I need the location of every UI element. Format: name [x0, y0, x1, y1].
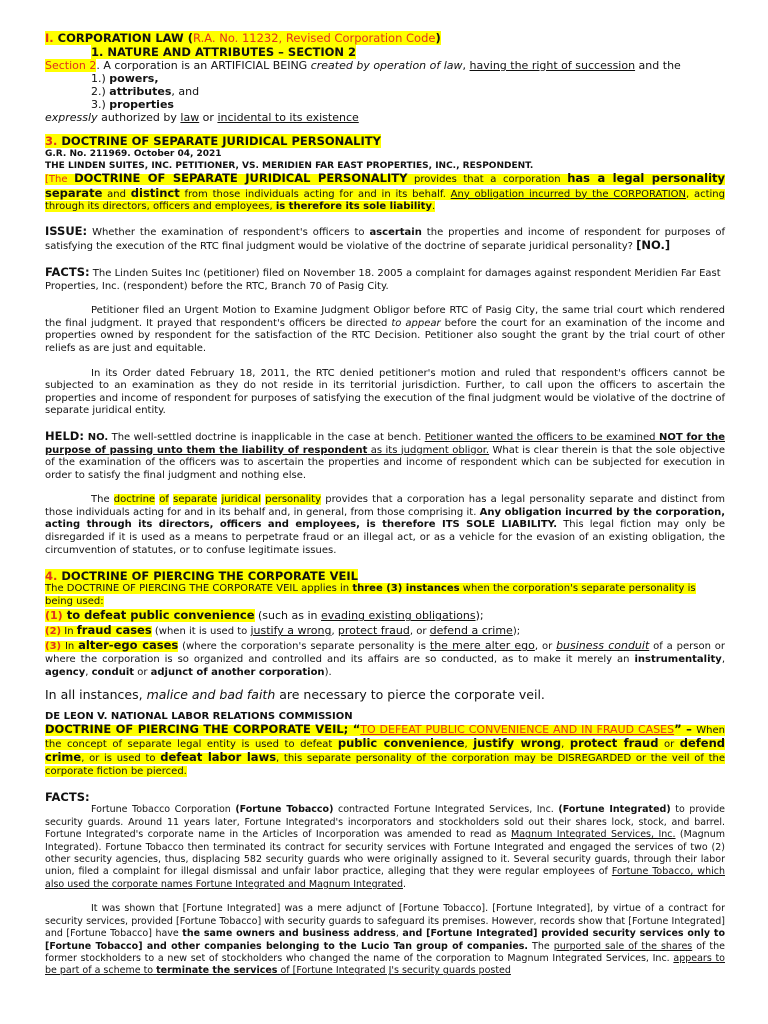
incidental: incidental to its existence: [217, 111, 359, 124]
f1-b: (Fortune Tobacco): [235, 804, 334, 816]
deleon-facts-2: [45, 903, 725, 977]
i2-e: , or: [409, 626, 430, 638]
q-doctrine: DOCTRINE OF SEPARATE JURIDICAL PERSONALITY: [74, 171, 408, 185]
q-provides: provides that a corporation: [407, 174, 568, 185]
dl-a: DOCTRINE OF PIERCING THE CORPORATE VEIL; “: [45, 722, 361, 737]
i1-title: to defeat public convenience: [62, 608, 255, 623]
d4-intro-c: when the corporation's separate personality is being used:: [45, 583, 696, 607]
i3-c: , or: [534, 641, 557, 653]
dl-n: , this separate personality of the corporation may be DISREGARDED or the veil of the corporate fiction be pierced.: [45, 753, 725, 778]
doctrine3-heading: [45, 134, 725, 148]
i3-f: instrumentality: [634, 654, 722, 666]
doctrine4-title: DOCTRINE OF PIERCING THE CORPORATE VEIL: [57, 569, 358, 584]
section2-end: and the: [635, 59, 681, 72]
q-obligation: Any obligation incurred by the CORPORATION: [450, 188, 687, 200]
i2-c: ,: [331, 626, 338, 638]
f2-e: The: [528, 940, 554, 952]
facts2-a: Petitioner filed an Urgent Motion to Examine Judgment Obligor before RTC of Pasig City, the same trial court which rendered the final judgment. It prayed that respondent's officers be directed: [45, 305, 725, 329]
section2-label: Section 2: [45, 59, 97, 72]
attr-powers: powers,: [109, 72, 159, 85]
held2-the: The: [91, 494, 114, 506]
q-open: [The: [45, 174, 75, 185]
doctrine4-intro: [45, 583, 725, 608]
dl-g: justify wrong: [473, 736, 562, 751]
i2-d: protect fraud: [337, 624, 410, 638]
chapter-reference: R.A. No. 11232, Revised Corporation Code: [193, 31, 436, 45]
dl-j: or: [658, 739, 680, 751]
i3-j: conduit: [91, 667, 135, 679]
f2-j: of [Fortune Integrated J's security guards posted: [277, 965, 511, 977]
dl-b: TO DEFEAT PUBLIC CONVENIENCE AND IN FRAUD CASES: [360, 723, 675, 737]
facts-paragraph: [45, 266, 725, 293]
all-instances-note: [45, 687, 725, 703]
dl-k: defend crime: [45, 736, 726, 765]
held-no: NO.: [83, 431, 109, 443]
held-paragraph-2: [45, 494, 725, 557]
i3-b: the mere alter ego: [429, 639, 535, 653]
q-personality: has a legal personality separate: [45, 171, 726, 200]
doctrine3-title: DOCTRINE OF SEPARATE JURIDICAL PERSONALITY: [57, 134, 381, 148]
section2-definition: [45, 59, 725, 72]
held-c: NOT for the purpose of passing unto them the liability of respondent: [45, 431, 725, 456]
i3-l: adjunct of another corporation: [150, 667, 325, 679]
attr-properties: properties: [109, 98, 174, 111]
section2-closing: [45, 111, 725, 124]
case-parties: THE LINDEN SUITES, INC. PETITIONER, VS. MERIDIEN FAR EAST PROPERTIES, INC., RESPONDENT.: [45, 161, 534, 171]
issue-ascertain: ascertain: [369, 226, 422, 238]
i2-a: (when it is used to: [151, 626, 251, 638]
q-and: and: [102, 188, 131, 200]
q-end: .: [431, 201, 436, 213]
doctrine3-number: 3.: [45, 134, 58, 148]
dl-h: ,: [561, 739, 570, 751]
i2-b: justify a wrong: [250, 624, 332, 638]
section-heading: [45, 45, 725, 59]
issue-text: Whether the examination of respondent's officers to: [87, 226, 370, 238]
facts2-c: before the court for an examination of the income and properties owned by respondent for the satisfaction of the RTC Decision. Petitioner also sought the grant by the trial court of other reliefs as are just and equitable.: [45, 317, 725, 354]
f2-f: purported sale of the shares: [553, 940, 693, 952]
held-a: The well-settled doctrine is inapplicable in the case at bench.: [108, 431, 425, 443]
i1-b: evading existing obligations: [321, 609, 476, 623]
q-from: from those individuals acting for and in its behalf.: [179, 188, 451, 200]
i3-i: ,: [85, 667, 92, 679]
issue-question: the properties and income of respondent for purposes of satisfying the execution of the RTC final judgment would be violative of the doctrine of separate juridical personality?: [45, 226, 725, 253]
f1-d: (Fortune Integrated): [558, 804, 671, 816]
f1-g: (Magnum Integrated). Fortune Tobacco then terminated its contract for security services with Fortune Integrated and engaged the services of two (2) other security agencies, thus, displacing 582 security guards who were originally assigned to it. Several security guards, through their labor union, filed a complaint for illegal dismissal and unfair labor practice, alleging that they were regular employees of: [45, 829, 725, 878]
held2-c: Any obligation incurred by the corporation, acting through its directors, officers and employees, is therefore ITS SOLE LIABILITY.: [45, 506, 725, 531]
facts2-appear: to appear: [391, 317, 441, 329]
d4-intro-a: The DOCTRINE OF PIERCING THE CORPORATE VEIL applies in: [45, 583, 353, 595]
attr-and: , and: [171, 85, 200, 98]
law: law: [180, 111, 200, 124]
f2-b: the same owners and business address: [182, 928, 396, 940]
held2-w3: separate: [173, 494, 218, 506]
i2-num: (2): [45, 626, 62, 638]
q-acting: , acting through its directors, officers and employees,: [45, 188, 725, 213]
i3-title: alter-ego cases: [78, 638, 179, 653]
held2-b: provides that a corporation has a legal personality separate and distinct from those individuals acting for and in its behalf and, in general, from those comprising it.: [45, 494, 725, 518]
q-distinct: distinct: [130, 185, 180, 200]
i3-m: ).: [324, 667, 332, 679]
attribute-item-3: [45, 98, 725, 111]
i1-a: (such as in: [254, 609, 322, 623]
f1-a: Fortune Tobacco Corporation: [91, 804, 236, 816]
i3-e: of a person or where the corporation is so organized and controlled and its affairs are so conducted, as to make it merely an: [45, 641, 726, 666]
doctrine4-number: 4.: [45, 569, 58, 584]
chapter-title: CORPORATION LAW (: [57, 31, 193, 45]
f2-i: terminate the services: [156, 965, 278, 977]
section2-italic: created by operation of law: [310, 59, 463, 72]
i2-g: );: [512, 626, 521, 638]
f1-h: Fortune Tobacco, which also used the corporate names Fortune Integrated and Magnum Integrated: [45, 866, 725, 890]
held-b: Petitioner wanted the officers to be examined: [424, 431, 659, 443]
f1-e: to provide security guards. Around 11 years later, Fortune Integrated's incorporators and stockholders sold out their shares lock, stock, and barrel. Fortune Integrated's corporate name in the Articles of Incorporation was amended to read as: [45, 804, 725, 841]
i2-in: In: [61, 626, 77, 638]
instance-2: [45, 623, 725, 639]
f1-c: contracted Fortune Integrated Services, Inc.: [333, 804, 559, 816]
dl-c: ” –: [674, 722, 697, 737]
facts-label: FACTS:: [45, 264, 90, 279]
attr-num: 3.): [91, 98, 110, 111]
issue-label: ISSUE:: [45, 223, 88, 238]
issue-answer: [NO.]: [636, 238, 671, 253]
f1-f: Magnum Integrated Services, Inc.: [511, 829, 676, 841]
held-label: HELD:: [45, 428, 84, 443]
held2-w2: of: [159, 494, 169, 506]
i1-num: (1): [45, 609, 63, 623]
attr-attributes: attributes: [109, 85, 172, 98]
q-sole: is therefore its sole liability: [275, 201, 432, 213]
section2-succession: having the right of succession: [469, 59, 636, 72]
i2-title: fraud cases: [76, 623, 152, 638]
deleon-case-title: DE LEON V. NATIONAL LABOR RELATIONS COMMISSION: [45, 711, 353, 723]
chapter-close: ): [435, 31, 441, 45]
facts-paragraph-2: [45, 305, 725, 355]
all-b: malice and bad faith: [146, 687, 276, 703]
facts-paragraph-3: In its Order dated February 18, 2011, the RTC denied petitioner's motion and ruled that respondent's officers cannot be subjected to an examination as they do not reside in its territorial jurisdiction. Further, to call upon the officers to ascertain the properties and income of respondent for purposes of satisfying the execution of the final judgment would be violative of the doctrine of separate juridical entity.: [45, 367, 725, 417]
section-heading-text: 1. NATURE AND ATTRIBUTES – SECTION 2: [91, 45, 357, 59]
issue-paragraph: [45, 225, 725, 254]
i3-a: (where the corporation's separate personality is: [178, 641, 430, 653]
chapter-number: I.: [45, 31, 54, 45]
f2-a: It was shown that [Fortune Integrated] was a mere adjunct of [Fortune Tobacco]. [Fortune Integrated], by virtue of a contract for security services, provided [Fortune Tobacco] with security guards to safeguard its premises. However, records show that [Fortune Integrated] and [Fortune Tobacco] have: [45, 903, 725, 940]
f2-h: appears to be part of a scheme to: [45, 952, 725, 977]
instance-3: [45, 639, 725, 679]
all-c: are necessary to pierce the corporate veil.: [275, 687, 545, 703]
f1-i: .: [402, 878, 407, 890]
i3-k: or: [134, 667, 151, 679]
held2-w1: doctrine: [113, 494, 156, 506]
attr-num: 1.): [91, 72, 110, 85]
section2-sep: ,: [462, 59, 470, 72]
f2-g: of the former stockholders to a new set of stockholders who changed the name of the corporation to Magnum Integrated Services, Inc.: [45, 940, 725, 964]
deleon-facts-label: FACTS:: [45, 790, 90, 805]
held2-w5: personality: [265, 494, 322, 506]
attribute-item-2: [45, 85, 725, 98]
held2-w4: juridical: [221, 494, 262, 506]
i1-c: );: [475, 609, 484, 623]
dl-d: When the concept of separate legal entity is used to defeat: [45, 725, 725, 751]
all-a: In all instances,: [45, 687, 147, 703]
facts-text: The Linden Suites Inc (petitioner) filed on November 18. 2005 a complaint for damages against respondent Meridien Far East Properties, Inc. (respondent) before the RTC, Branch 70 of Pasig City.: [45, 267, 721, 292]
i3-d: business conduit: [556, 639, 650, 653]
attr-num: 2.): [91, 85, 110, 98]
or: or: [199, 111, 218, 124]
chapter-heading: [45, 31, 725, 45]
dl-f: ,: [464, 739, 474, 751]
i3-h: agency: [45, 667, 86, 679]
i2-f: defend a crime: [429, 624, 513, 638]
dl-i: protect fraud: [569, 736, 659, 751]
f2-c: ,: [395, 928, 403, 940]
dl-l: , or is used to: [81, 753, 161, 765]
expressly: expressly: [45, 111, 98, 124]
dl-m: defeat labor laws: [160, 750, 277, 765]
held2-d: This legal fiction may only be disregarded if it is used as a means to perpetrate fraud or an illegal act, or as a vehicle for the evasion of an existing obligation, the circumvention of statutes, or to confuse legitimate issues.: [45, 519, 725, 556]
authorized-by: authorized by: [97, 111, 181, 124]
instance-1: [45, 608, 725, 623]
deleon-doctrine: [45, 723, 725, 778]
doctrine3-quote: [45, 172, 725, 214]
gr-number: G.R. No. 211969. October 04, 2021: [45, 149, 222, 159]
i3-num: (3): [45, 641, 62, 653]
held-d: as its judgment obligor.: [367, 444, 490, 456]
held-paragraph: [45, 430, 725, 482]
i3-in: In: [61, 641, 79, 653]
dl-e: public convenience: [337, 736, 465, 751]
f2-d: and [Fortune Integrated] provided security services only to [Fortune Tobacco] and other companies belonging to the Lucio Tan group of companies.: [45, 928, 725, 952]
section2-text: . A corporation is an ARTIFICIAL BEING: [96, 59, 311, 72]
held-e: What is clear therein is that the sole objective of the examination of the officers was to ascertain the properties and income of respondent which can be subjected for execution in order to satisfy the final judgment and nothing else.: [45, 444, 725, 481]
attribute-item-1: [45, 72, 725, 85]
doctrine4-heading: [45, 569, 725, 583]
i3-g: ,: [721, 654, 725, 666]
deleon-facts-1: [45, 804, 725, 891]
d4-intro-b: three (3) instances: [352, 583, 460, 595]
